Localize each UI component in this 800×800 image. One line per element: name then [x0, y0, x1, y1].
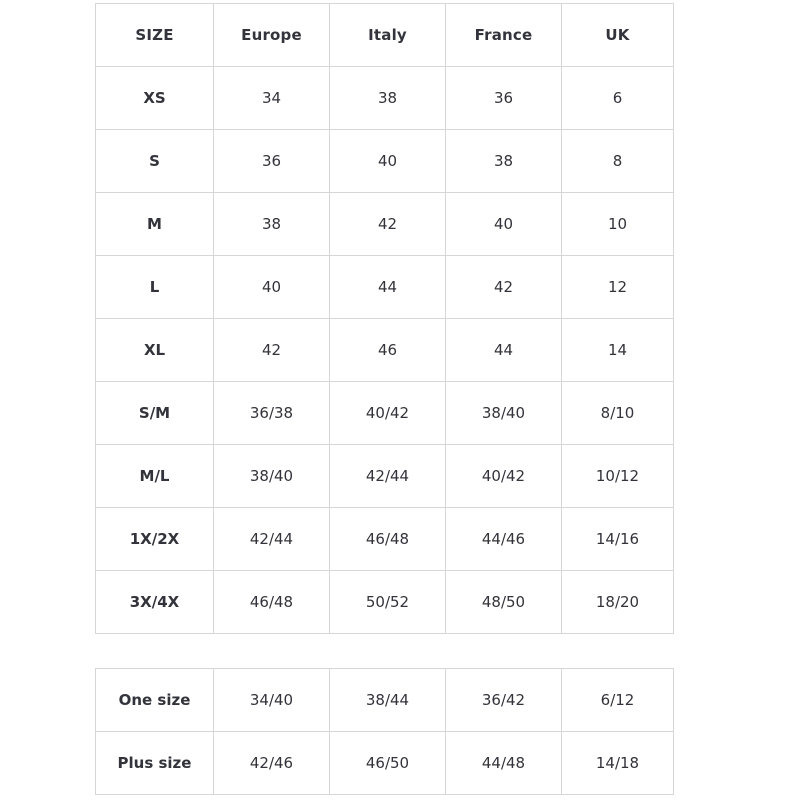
size-conversion-table	[95, 3, 674, 634]
cell-europe: 34/40	[214, 669, 330, 732]
table-row	[96, 571, 674, 634]
column-header-france: France	[446, 4, 562, 67]
row-label: L	[96, 256, 214, 319]
table-body	[96, 67, 674, 634]
table-body	[96, 669, 674, 795]
cell-europe: 40	[214, 256, 330, 319]
cell-italy: 42/44	[330, 445, 446, 508]
table-row	[96, 256, 674, 319]
column-header-size: SIZE	[96, 4, 214, 67]
one-size-table	[95, 668, 674, 795]
cell-europe: 36/38	[214, 382, 330, 445]
row-label: XS	[96, 67, 214, 130]
cell-italy: 44	[330, 256, 446, 319]
row-label: 1X/2X	[96, 508, 214, 571]
table-header	[96, 4, 674, 67]
size-chart-sheet	[95, 0, 673, 795]
cell-italy: 40/42	[330, 382, 446, 445]
cell-europe: 38/40	[214, 445, 330, 508]
table-row	[96, 382, 674, 445]
row-label: M	[96, 193, 214, 256]
cell-uk: 10/12	[562, 445, 674, 508]
row-label: S/M	[96, 382, 214, 445]
table-row	[96, 445, 674, 508]
column-header-italy: Italy	[330, 4, 446, 67]
column-header-uk: UK	[562, 4, 674, 67]
cell-italy: 50/52	[330, 571, 446, 634]
cell-france: 48/50	[446, 571, 562, 634]
cell-uk: 18/20	[562, 571, 674, 634]
cell-italy: 40	[330, 130, 446, 193]
cell-france: 38/40	[446, 382, 562, 445]
cell-italy: 38	[330, 67, 446, 130]
cell-uk: 6	[562, 67, 674, 130]
table-row	[96, 732, 674, 795]
cell-france: 44	[446, 319, 562, 382]
row-label: 3X/4X	[96, 571, 214, 634]
cell-uk: 8	[562, 130, 674, 193]
cell-uk: 14	[562, 319, 674, 382]
cell-france: 40/42	[446, 445, 562, 508]
cell-italy: 46	[330, 319, 446, 382]
cell-europe: 42/46	[214, 732, 330, 795]
table-row	[96, 130, 674, 193]
cell-europe: 36	[214, 130, 330, 193]
cell-italy: 42	[330, 193, 446, 256]
row-label: One size	[96, 669, 214, 732]
cell-uk: 12	[562, 256, 674, 319]
cell-italy: 38/44	[330, 669, 446, 732]
cell-uk: 10	[562, 193, 674, 256]
cell-uk: 8/10	[562, 382, 674, 445]
cell-europe: 34	[214, 67, 330, 130]
cell-france: 36/42	[446, 669, 562, 732]
cell-italy: 46/48	[330, 508, 446, 571]
table-row	[96, 193, 674, 256]
cell-france: 36	[446, 67, 562, 130]
cell-uk: 14/18	[562, 732, 674, 795]
cell-france: 44/46	[446, 508, 562, 571]
table-row	[96, 508, 674, 571]
cell-europe: 46/48	[214, 571, 330, 634]
cell-uk: 14/16	[562, 508, 674, 571]
row-label: S	[96, 130, 214, 193]
table-row	[96, 669, 674, 732]
cell-italy: 46/50	[330, 732, 446, 795]
header-row	[96, 4, 674, 67]
row-label: M/L	[96, 445, 214, 508]
cell-europe: 42	[214, 319, 330, 382]
cell-europe: 38	[214, 193, 330, 256]
cell-europe: 42/44	[214, 508, 330, 571]
cell-france: 42	[446, 256, 562, 319]
row-label: Plus size	[96, 732, 214, 795]
cell-france: 44/48	[446, 732, 562, 795]
cell-france: 40	[446, 193, 562, 256]
table-row	[96, 319, 674, 382]
table-row	[96, 67, 674, 130]
cell-uk: 6/12	[562, 669, 674, 732]
cell-france: 38	[446, 130, 562, 193]
column-header-europe: Europe	[214, 4, 330, 67]
row-label: XL	[96, 319, 214, 382]
